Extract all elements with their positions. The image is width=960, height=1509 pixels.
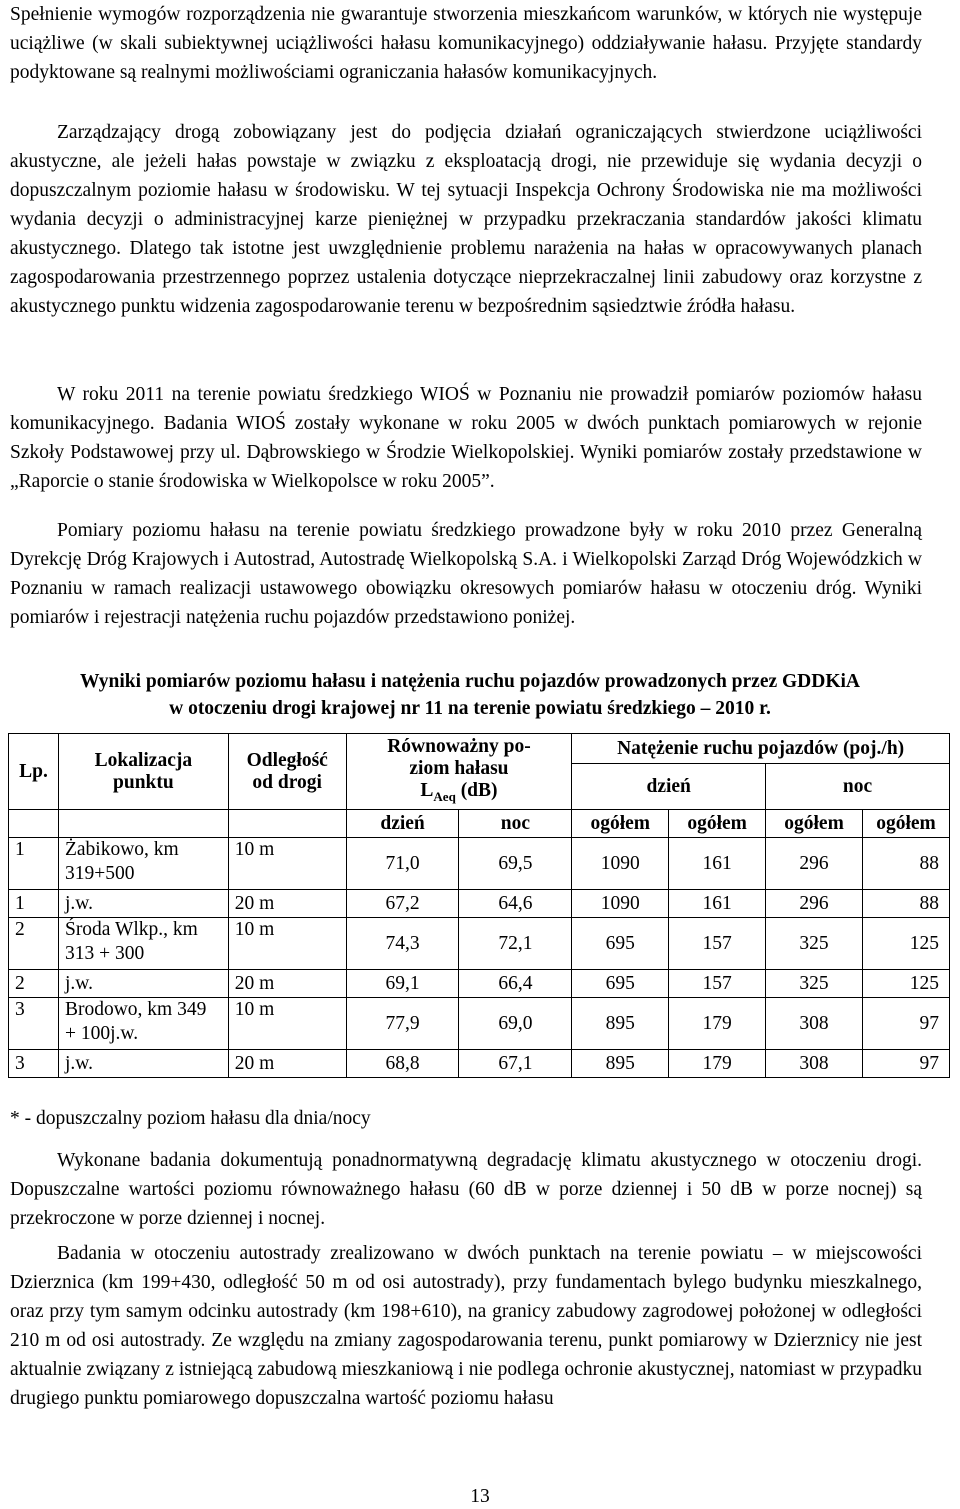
cell-day: 67,2 (346, 890, 459, 918)
cell-total-2: 179 (669, 1050, 766, 1078)
header-noise-level-a: Równoważny po- (387, 735, 531, 757)
cell-location: Środa Wlkp., km 313 + 300 (58, 918, 228, 970)
table-row (9, 890, 950, 918)
page-number: 13 (470, 1486, 490, 1507)
header-sub-night: noc (459, 810, 572, 838)
cell-total-1: 695 (572, 918, 669, 970)
cell-total-3: 325 (766, 970, 863, 998)
cell-night: 66,4 (459, 970, 572, 998)
cell-night: 72,1 (459, 918, 572, 970)
cell-day: 74,3 (346, 918, 459, 970)
cell-location: j.w. (58, 970, 228, 998)
cell-location: j.w. (58, 890, 228, 918)
header-blank-1 (9, 810, 59, 838)
cell-total-3: 296 (766, 890, 863, 918)
cell-total-4: 97 (863, 998, 950, 1050)
cell-lp: 1 (9, 890, 59, 918)
cell-total-3: 308 (766, 998, 863, 1050)
table-row (9, 918, 950, 970)
header-location: Lokalizacja punktu (58, 734, 228, 810)
footnote: * - dopuszczalny poziom hałasu dla dnia/nocy (10, 1108, 371, 1129)
paragraph-5: Wykonane badania dokumentują ponadnormatywną degradację klimatu akustycznego w otoczeniu drogi. Dopuszczalne wartości poziomu równoważnego hałasu (60 dB w porze dziennej i 50 dB w porze nocnej) są przekroczone w porze dziennej i nocnej. (10, 1150, 922, 1229)
cell-total-4: 97 (863, 1050, 950, 1078)
header-blank-2 (58, 810, 228, 838)
cell-total-4: 125 (863, 970, 950, 998)
header-traffic-night: noc (766, 764, 950, 810)
header-noise-level-c: L (420, 779, 434, 801)
cell-location: j.w. (58, 1050, 228, 1078)
cell-day: 69,1 (346, 970, 459, 998)
cell-distance: 20 m (228, 970, 346, 998)
paragraph-3: W roku 2011 na terenie powiatu średzkiego WIOŚ w Poznaniu nie prowadził pomiarów poziomów hałasu komunikacyjnego. Badania WIOŚ zostały wykonane w roku 2005 w dwóch punktach pomiarowych w rejonie Szkoły Podstawowej przy ul. Dąbrowskiego w Środzie Wielkopolskiej. Wyniki pomiarów zostały przedstawione w „Raporcie o stanie środowiska w Wielkopolsce w roku 2005”. (10, 384, 922, 492)
cell-distance: 10 m (228, 998, 346, 1050)
table-row (9, 1050, 950, 1078)
header-total-1: ogółem (572, 810, 669, 838)
cell-lp: 1 (9, 838, 59, 890)
cell-day: 71,0 (346, 838, 459, 890)
table-caption (0, 668, 940, 722)
header-sub-day: dzień (346, 810, 459, 838)
cell-total-1: 895 (572, 998, 669, 1050)
header-noise-level (346, 734, 572, 810)
cell-total-4: 88 (863, 890, 950, 918)
cell-total-2: 161 (669, 838, 766, 890)
cell-night: 69,0 (459, 998, 572, 1050)
cell-total-4: 88 (863, 838, 950, 890)
cell-total-1: 1090 (572, 838, 669, 890)
table-caption-line-2: w otoczeniu drogi krajowej nr 11 na terenie powiatu średzkiego – 2010 r. (169, 698, 771, 719)
cell-distance: 20 m (228, 890, 346, 918)
cell-total-3: 296 (766, 838, 863, 890)
cell-total-1: 895 (572, 1050, 669, 1078)
paragraph-2: Zarządzający drogą zobowiązany jest do podjęcia działań ograniczających stwierdzone uciążliwości akustyczne, ale jeżeli hałas powstaje w związku z eksploatacją drogi, nie przewiduje się wydania decyzji o dopuszczalnym poziomie hałasu w środowisku. W tej sytuacji Inspekcja Ochrony Środowiska nie ma możliwości wydania decyzji o administracyjnej karze pieniężnej w przypadku przekraczania standardów jakości klimatu akustycznego. Dlatego tak istotne jest uwzględnienie problemu narażenia na hałas w opracowywanych planach zagospodarowania przestrzennego poprzez ustalenia dotyczące nieprzekraczalnej linii zabudowy oraz korzystne z akustycznego punktu widzenia zagospodarowanie terenu w bezpośrednim sąsiedztwie źródła hałasu. (10, 122, 922, 317)
cell-distance: 10 m (228, 918, 346, 970)
paragraph-4: Pomiary poziomu hałasu na terenie powiatu średzkiego prowadzone były w roku 2010 przez Generalną Dyrekcję Dróg Krajowych i Autostrad, Autostradę Wielkopolską S.A. i Wielkopolski Zarząd Dróg Wojewódzkich w Poznaniu w ramach realizacji ustawowego obowiązku okresowych pomiarów hałasu w otoczeniu dróg. Wyniki pomiarów i rejestracji natężenia ruchu pojazdów przedstawiono poniżej. (10, 520, 922, 628)
cell-total-2: 157 (669, 970, 766, 998)
results-table (8, 733, 950, 1078)
cell-total-1: 695 (572, 970, 669, 998)
cell-lp: 2 (9, 918, 59, 970)
header-traffic-day: dzień (572, 764, 766, 810)
header-lp: Lp. (9, 734, 59, 810)
header-noise-level-sub: Aeq (433, 788, 456, 804)
table-row (9, 998, 950, 1050)
header-traffic: Natężenie ruchu pojazdów (poj./h) (572, 734, 950, 764)
cell-day: 68,8 (346, 1050, 459, 1078)
table-row (9, 838, 950, 890)
header-blank-3 (228, 810, 346, 838)
cell-night: 69,5 (459, 838, 572, 890)
header-total-3: ogółem (766, 810, 863, 838)
cell-night: 67,1 (459, 1050, 572, 1078)
cell-total-2: 179 (669, 998, 766, 1050)
cell-location: Brodowo, km 349 + 100j.w. (58, 998, 228, 1050)
header-distance: Odległość od drogi (228, 734, 346, 810)
paragraph-1: Spełnienie wymogów rozporządzenia nie gwarantuje stworzenia mieszkańcom warunków, w których nie występuje uciążliwe (w skali subiektywnej uciążliwości hałasu komunikacyjnego) oddziaływanie hałasu. Przyjęte standardy podyktowane są realnymi możliwościami ograniczania hałasów komunikacyjnych. (10, 4, 922, 83)
paragraph-6: Badania w otoczeniu autostrady zrealizowano w dwóch punktach na terenie powiatu – w miejscowości Dzierznica (km 199+430, odległość 50 m od osi autostrady), przy fundamentach bylego budynku mieszkalnego, oraz przy tym samym odcinku autostrady (km 198+610), na granicy zabudowy zagrodowej położonej w odległości 210 m od osi autostrady. Ze względu na zmiany zagospodarowania terenu, punkt pomiarowy w Dzierznicy nie jest aktualnie związany z istniejącą zabudową mieszkaniową i nie podlega ochronie akustycznej, natomiast w przypadku drugiego punktu pomiarowego dopuszczalna wartość poziomu hałasu (10, 1243, 922, 1409)
header-noise-level-b: ziom hałasu (409, 757, 509, 779)
cell-total-4: 125 (863, 918, 950, 970)
header-total-2: ogółem (669, 810, 766, 838)
cell-total-3: 325 (766, 918, 863, 970)
cell-total-2: 157 (669, 918, 766, 970)
table-caption-line-1: Wyniki pomiarów poziomu hałasu i natężenia ruchu pojazdów prowadzonych przez GDDKiA (79, 671, 861, 692)
header-noise-level-d: (dB) (460, 779, 498, 801)
header-total-4: ogółem (863, 810, 950, 838)
cell-distance: 10 m (228, 838, 346, 890)
cell-location: Żabikowo, km 319+500 (58, 838, 228, 890)
cell-day: 77,9 (346, 998, 459, 1050)
cell-total-1: 1090 (572, 890, 669, 918)
cell-total-3: 308 (766, 1050, 863, 1078)
cell-night: 64,6 (459, 890, 572, 918)
table-row (9, 970, 950, 998)
cell-lp: 3 (9, 1050, 59, 1078)
cell-lp: 2 (9, 970, 59, 998)
cell-total-2: 161 (669, 890, 766, 918)
cell-distance: 20 m (228, 1050, 346, 1078)
cell-lp: 3 (9, 998, 59, 1050)
